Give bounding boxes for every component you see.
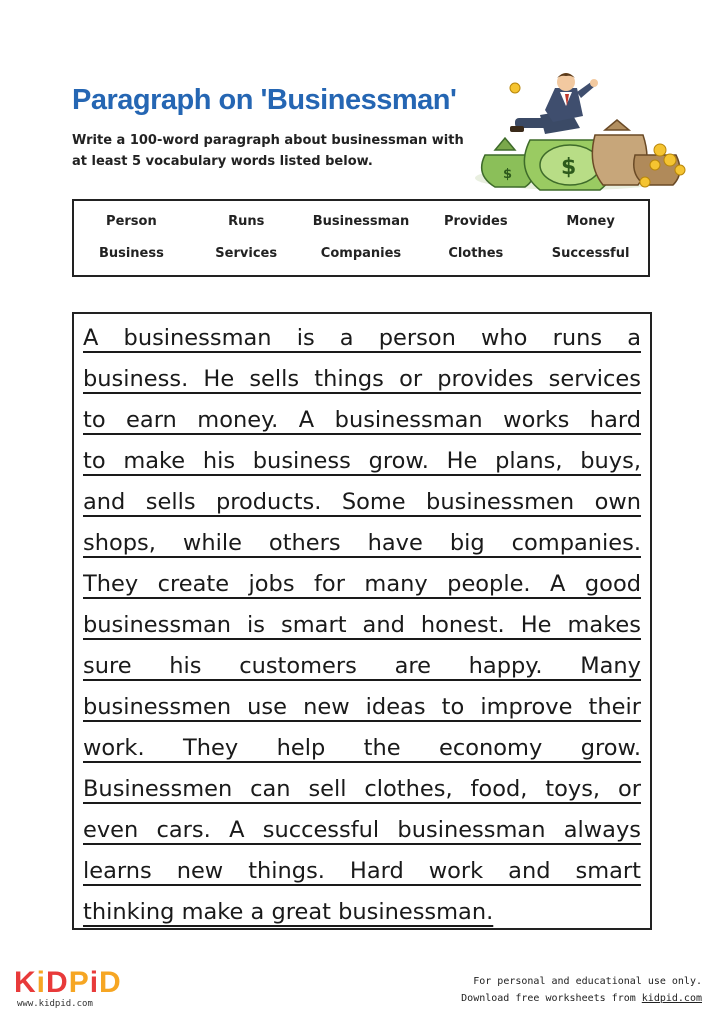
instructions-line: at least 5 vocabulary words listed below. (72, 154, 373, 169)
paragraph-line: and sells products. Some businessmen own (83, 489, 641, 515)
paragraph-line: shops, while others have big companies. (83, 530, 641, 556)
paragraph-line: A businessman is a person who runs a (83, 325, 641, 351)
paragraph-box (72, 312, 652, 930)
worksheet-title: Paragraph on 'Businessman' (72, 84, 457, 116)
vocabulary-word: Runs (228, 214, 265, 229)
paragraph-line: businessmen use new ideas to improve their (83, 694, 641, 720)
instructions-line: Write a 100-word paragraph about businessman with (72, 133, 464, 148)
paragraph-line: to earn money. A businessman works hard (83, 407, 641, 433)
paragraph-line: business. He sells things or provides services (83, 366, 641, 392)
svg-text:$: $ (561, 155, 577, 180)
vocabulary-word-box (72, 199, 650, 277)
kidpid-link[interactable]: kidpid.com (641, 993, 702, 1004)
paragraph-line: learns new things. Hard work and smart (83, 858, 641, 884)
footer-usage-line: For personal and educational use only. (473, 976, 702, 987)
footer-note (461, 973, 702, 1007)
vocabulary-word: Services (215, 246, 278, 261)
paragraph-line: thinking make a great businessman. (83, 899, 494, 925)
paragraph-text (83, 318, 641, 933)
vocabulary-row (74, 214, 648, 229)
vocabulary-word: Companies (320, 246, 402, 261)
svg-text:$: $ (503, 167, 513, 182)
footer-download-line (461, 990, 702, 1007)
vocabulary-word: Provides (443, 214, 508, 229)
vocabulary-row (74, 246, 648, 261)
paragraph-line: sure his customers are happy. Many (83, 653, 641, 679)
paragraph-line: Businessmen can sell clothes, food, toys, or (83, 776, 641, 802)
vocabulary-word: Businessman (312, 214, 410, 229)
businessman-on-money-bags-illustration (455, 70, 695, 195)
vocabulary-word: Business (98, 246, 164, 261)
vocabulary-word: Successful (551, 246, 630, 261)
instructions (72, 130, 472, 172)
logo-url: www.kidpid.com (17, 999, 93, 1009)
logo-text: KiDPiD (14, 966, 122, 999)
paragraph-line: work. They help the economy grow. (83, 735, 641, 761)
paragraph-line: They create jobs for many people. A good (83, 571, 641, 597)
vocabulary-word: Money (566, 214, 615, 229)
vocabulary-word: Clothes (448, 246, 504, 261)
paragraph-line: even cars. A successful businessman always (83, 817, 641, 843)
footer-download-text: Download free worksheets from (461, 993, 642, 1004)
paragraph-line: to make his business grow. He plans, buys, (83, 448, 641, 474)
paragraph-line: businessman is smart and honest. He makes (83, 612, 641, 638)
kidpid-logo (14, 968, 124, 1009)
vocabulary-word: Person (106, 214, 157, 229)
